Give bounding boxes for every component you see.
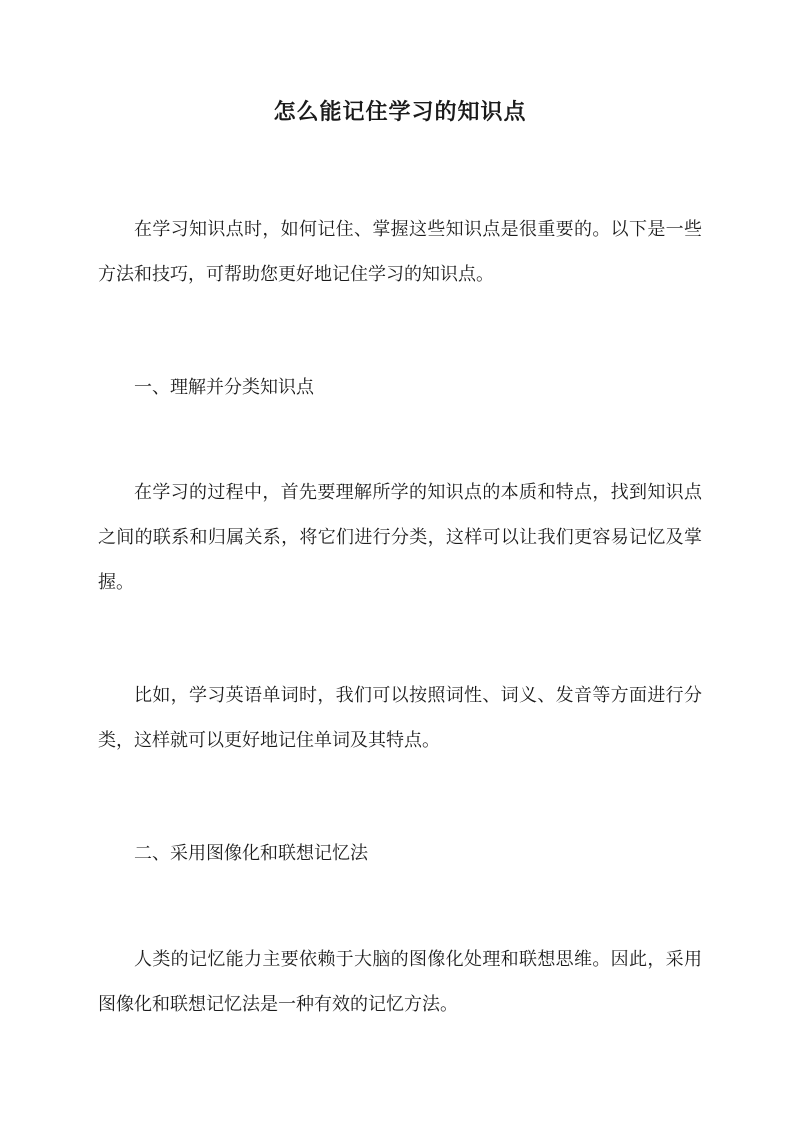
section-1-paragraph-1: 在学习的过程中，首先要理解所学的知识点的本质和特点，找到知识点之间的联系和归属关系，将它们进行分类，这样可以让我们更容易记忆及掌握。 [98, 482, 702, 593]
document-title: 怎么能记住学习的知识点 [273, 99, 527, 125]
intro-paragraph: 在学习知识点时，如何记住、掌握这些知识点是很重要的。以下是一些方法和技巧，可帮助您更好地记住学习的知识点。 [98, 219, 702, 285]
section-1-heading: 一、理解并分类知识点 [134, 377, 314, 398]
section-1-paragraph-2: 比如，学习英语单词时，我们可以按照词性、词义、发音等方面进行分类，这样就可以更好地记住单词及其特点。 [98, 685, 702, 751]
section-2-paragraph-1: 人类的记忆能力主要依赖于大脑的图像化处理和联想思维。因此，采用图像化和联想记忆法是一种有效的记忆方法。 [98, 949, 702, 1015]
section-2-heading: 二、采用图像化和联想记忆法 [134, 843, 368, 864]
